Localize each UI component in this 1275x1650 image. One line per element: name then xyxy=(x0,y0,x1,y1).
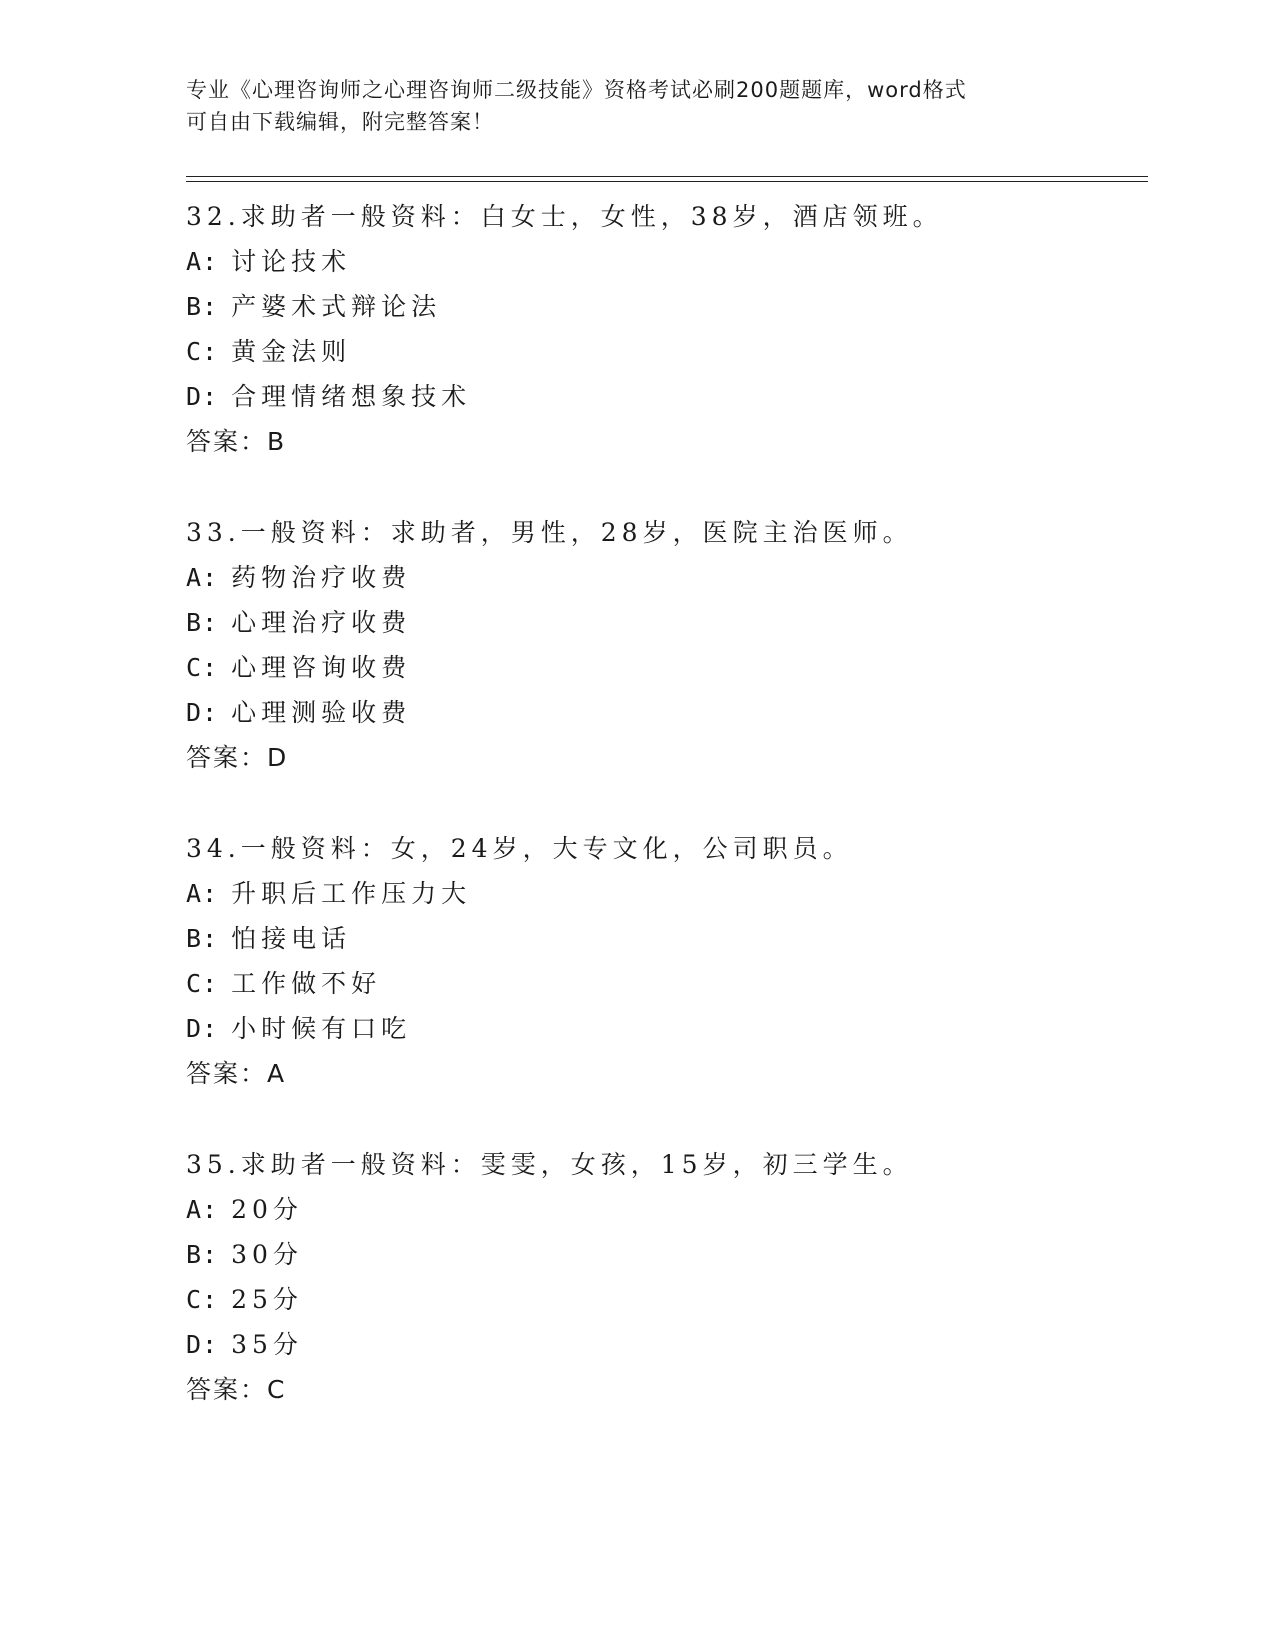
question-34 xyxy=(186,826,1146,1096)
option-text: 工作做不好 xyxy=(231,969,382,998)
header-line-2: 可自由下载编辑，附完整答案！ xyxy=(186,110,494,134)
option-a xyxy=(186,871,1146,916)
question-stem: 34.一般资料：女，24岁，大专文化，公司职员。 xyxy=(186,834,853,863)
option-text: 30分 xyxy=(231,1240,303,1269)
option-text: 合理情绪想象技术 xyxy=(231,382,472,411)
answer-line: 答案：A xyxy=(186,1059,287,1088)
answer-line: 答案：C xyxy=(186,1375,287,1404)
option-label: D: xyxy=(186,1014,219,1043)
option-c xyxy=(186,645,1146,690)
option-text: 产婆术式辩论法 xyxy=(231,292,442,321)
option-text: 心理测验收费 xyxy=(231,698,412,727)
option-b xyxy=(186,284,1146,329)
option-text: 怕接电话 xyxy=(231,924,352,953)
option-text: 药物治疗收费 xyxy=(231,563,412,592)
option-text: 讨论技术 xyxy=(231,247,352,276)
option-label: D: xyxy=(186,698,219,727)
header-line-1: 专业《心理咨询师之心理咨询师二级技能》资格考试必刷200题题库，word格式 xyxy=(186,78,967,102)
option-label: C: xyxy=(186,337,219,366)
answer-line: 答案：D xyxy=(186,743,289,772)
option-label: D: xyxy=(186,1330,219,1359)
question-35 xyxy=(186,1142,1146,1412)
option-label: B: xyxy=(186,1240,219,1269)
option-label: B: xyxy=(186,608,219,637)
option-text: 心理治疗收费 xyxy=(231,608,412,637)
question-stem: 32.求助者一般资料：白女士，女性，38岁，酒店领班。 xyxy=(186,202,943,231)
question-list xyxy=(186,194,1146,1412)
option-label: A: xyxy=(186,563,219,592)
option-label: A: xyxy=(186,1195,219,1224)
option-b xyxy=(186,600,1146,645)
document-header xyxy=(186,74,1086,138)
option-d xyxy=(186,1006,1146,1051)
option-text: 心理咨询收费 xyxy=(231,653,412,682)
header-divider-top xyxy=(186,176,1148,177)
question-32 xyxy=(186,194,1146,464)
question-stem: 35.求助者一般资料：雯雯，女孩，15岁，初三学生。 xyxy=(186,1150,913,1179)
option-text: 25分 xyxy=(231,1285,303,1314)
option-label: D: xyxy=(186,382,219,411)
option-a xyxy=(186,555,1146,600)
option-a xyxy=(186,1187,1146,1232)
option-label: B: xyxy=(186,292,219,321)
option-c xyxy=(186,1277,1146,1322)
option-label: C: xyxy=(186,969,219,998)
option-c xyxy=(186,961,1146,1006)
header-divider-bottom xyxy=(186,181,1148,182)
question-spacer xyxy=(186,464,1146,510)
option-text: 黄金法则 xyxy=(231,337,352,366)
option-d xyxy=(186,690,1146,735)
option-label: C: xyxy=(186,1285,219,1314)
option-a xyxy=(186,239,1146,284)
question-stem: 33.一般资料：求助者，男性，28岁，医院主治医师。 xyxy=(186,518,913,547)
option-label: C: xyxy=(186,653,219,682)
question-spacer xyxy=(186,780,1146,826)
option-d xyxy=(186,1322,1146,1367)
option-label: A: xyxy=(186,879,219,908)
option-label: B: xyxy=(186,924,219,953)
question-33 xyxy=(186,510,1146,780)
answer-line: 答案：B xyxy=(186,427,287,456)
option-label: A: xyxy=(186,247,219,276)
option-text: 20分 xyxy=(231,1195,303,1224)
option-b xyxy=(186,1232,1146,1277)
question-spacer xyxy=(186,1096,1146,1142)
option-d xyxy=(186,374,1146,419)
option-text: 35分 xyxy=(231,1330,303,1359)
option-b xyxy=(186,916,1146,961)
option-c xyxy=(186,329,1146,374)
option-text: 小时候有口吃 xyxy=(231,1014,412,1043)
option-text: 升职后工作压力大 xyxy=(231,879,472,908)
